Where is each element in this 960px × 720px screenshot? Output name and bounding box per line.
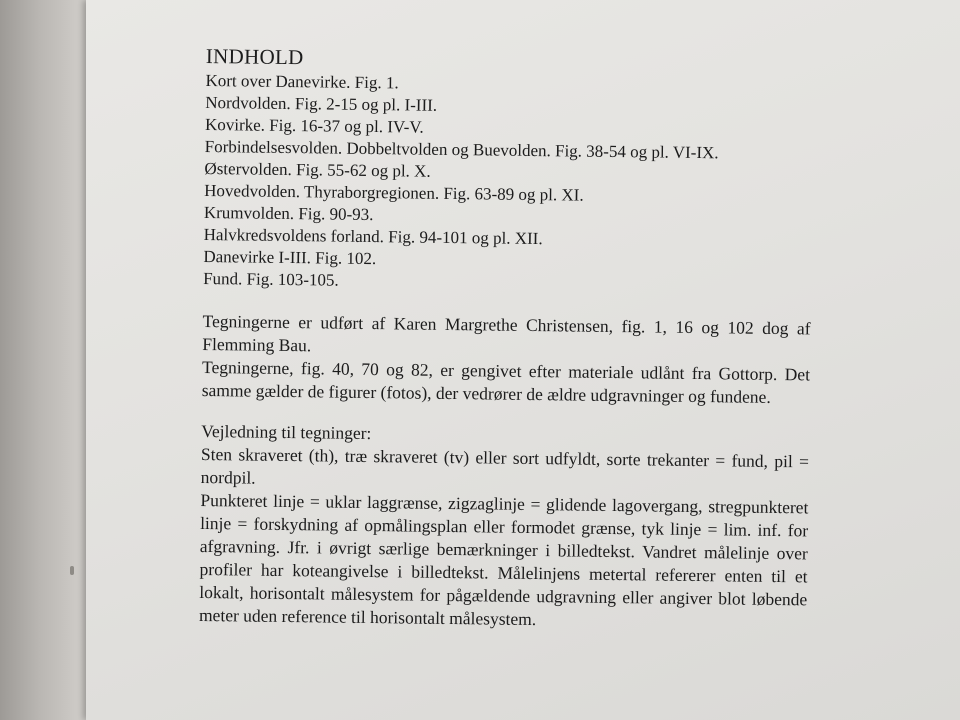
guide-paragraph: Sten skraveret (th), træ skraveret (tv) eller sort udfyldt, sorte trekanter = fund, pil = nordpil.: [200, 443, 810, 488]
credits-paragraph: Tegningerne, fig. 40, 70 og 82, er gengivet efter materiale udlånt fra Gottorp. Det samme gælder de figurer (fotos), der vedrører de ældre udgravninger og fundene.: [201, 356, 811, 407]
toc-entry: Halvkredsvoldens forland. Fig. 94-101 og pl. XII.: [203, 224, 543, 249]
toc-entry: Forbindelsesvolden. Dobbeltvolden og Buevolden. Fig. 38-54 og pl. VI-IX.: [204, 136, 719, 163]
toc-entry: Krumvolden. Fig. 90-93.: [203, 202, 374, 225]
toc-entry: Hovedvolden. Thyraborgregionen. Fig. 63-89 og pl. XI.: [204, 180, 584, 205]
toc-entry: Fund. Fig. 103-105.: [203, 268, 339, 290]
guide-paragraph: Punkteret linje = uklar laggrænse, zigzaglinje = glidende lagovergang, stregpunkteret linje = forskydning af opmålingsplan eller formodet grænse, tyk linje = lim. inf. for afgravning. Jfr. i øvrigt særlige bemærkninger i billedtekst. Vandret målelinje over profiler har koteangivelse i billedtekst. Målelinjens metertal refererer enten til et lokalt, horisontalt målesystem for pågældende udgravning eller angiver blot løbende meter uden reference til horisontalt målesystem.: [198, 489, 809, 630]
drawing-guide: [199, 420, 851, 635]
drawing-credits: [202, 310, 853, 410]
gutter-mark: [70, 566, 74, 575]
table-of-contents: [203, 44, 856, 298]
toc-title: INDHOLD: [205, 44, 304, 70]
page-text: [199, 44, 856, 635]
toc-entry: Østervolden. Fig. 55-62 og pl. X.: [204, 158, 431, 181]
guide-heading: Vejledning til tegninger:: [201, 420, 372, 444]
toc-entry: Kort over Danevirke. Fig. 1.: [205, 70, 399, 93]
credits-paragraph: Tegningerne er udført af Karen Margrethe Christensen, fig. 1, 16 og 102 dog af Flemming Bau.: [202, 310, 811, 356]
toc-entry: Nordvolden. Fig. 2-15 og pl. I-III.: [205, 92, 438, 115]
toc-entry: Danevirke I-III. Fig. 102.: [203, 246, 377, 269]
toc-entry: Kovirke. Fig. 16-37 og pl. IV-V.: [204, 114, 424, 137]
